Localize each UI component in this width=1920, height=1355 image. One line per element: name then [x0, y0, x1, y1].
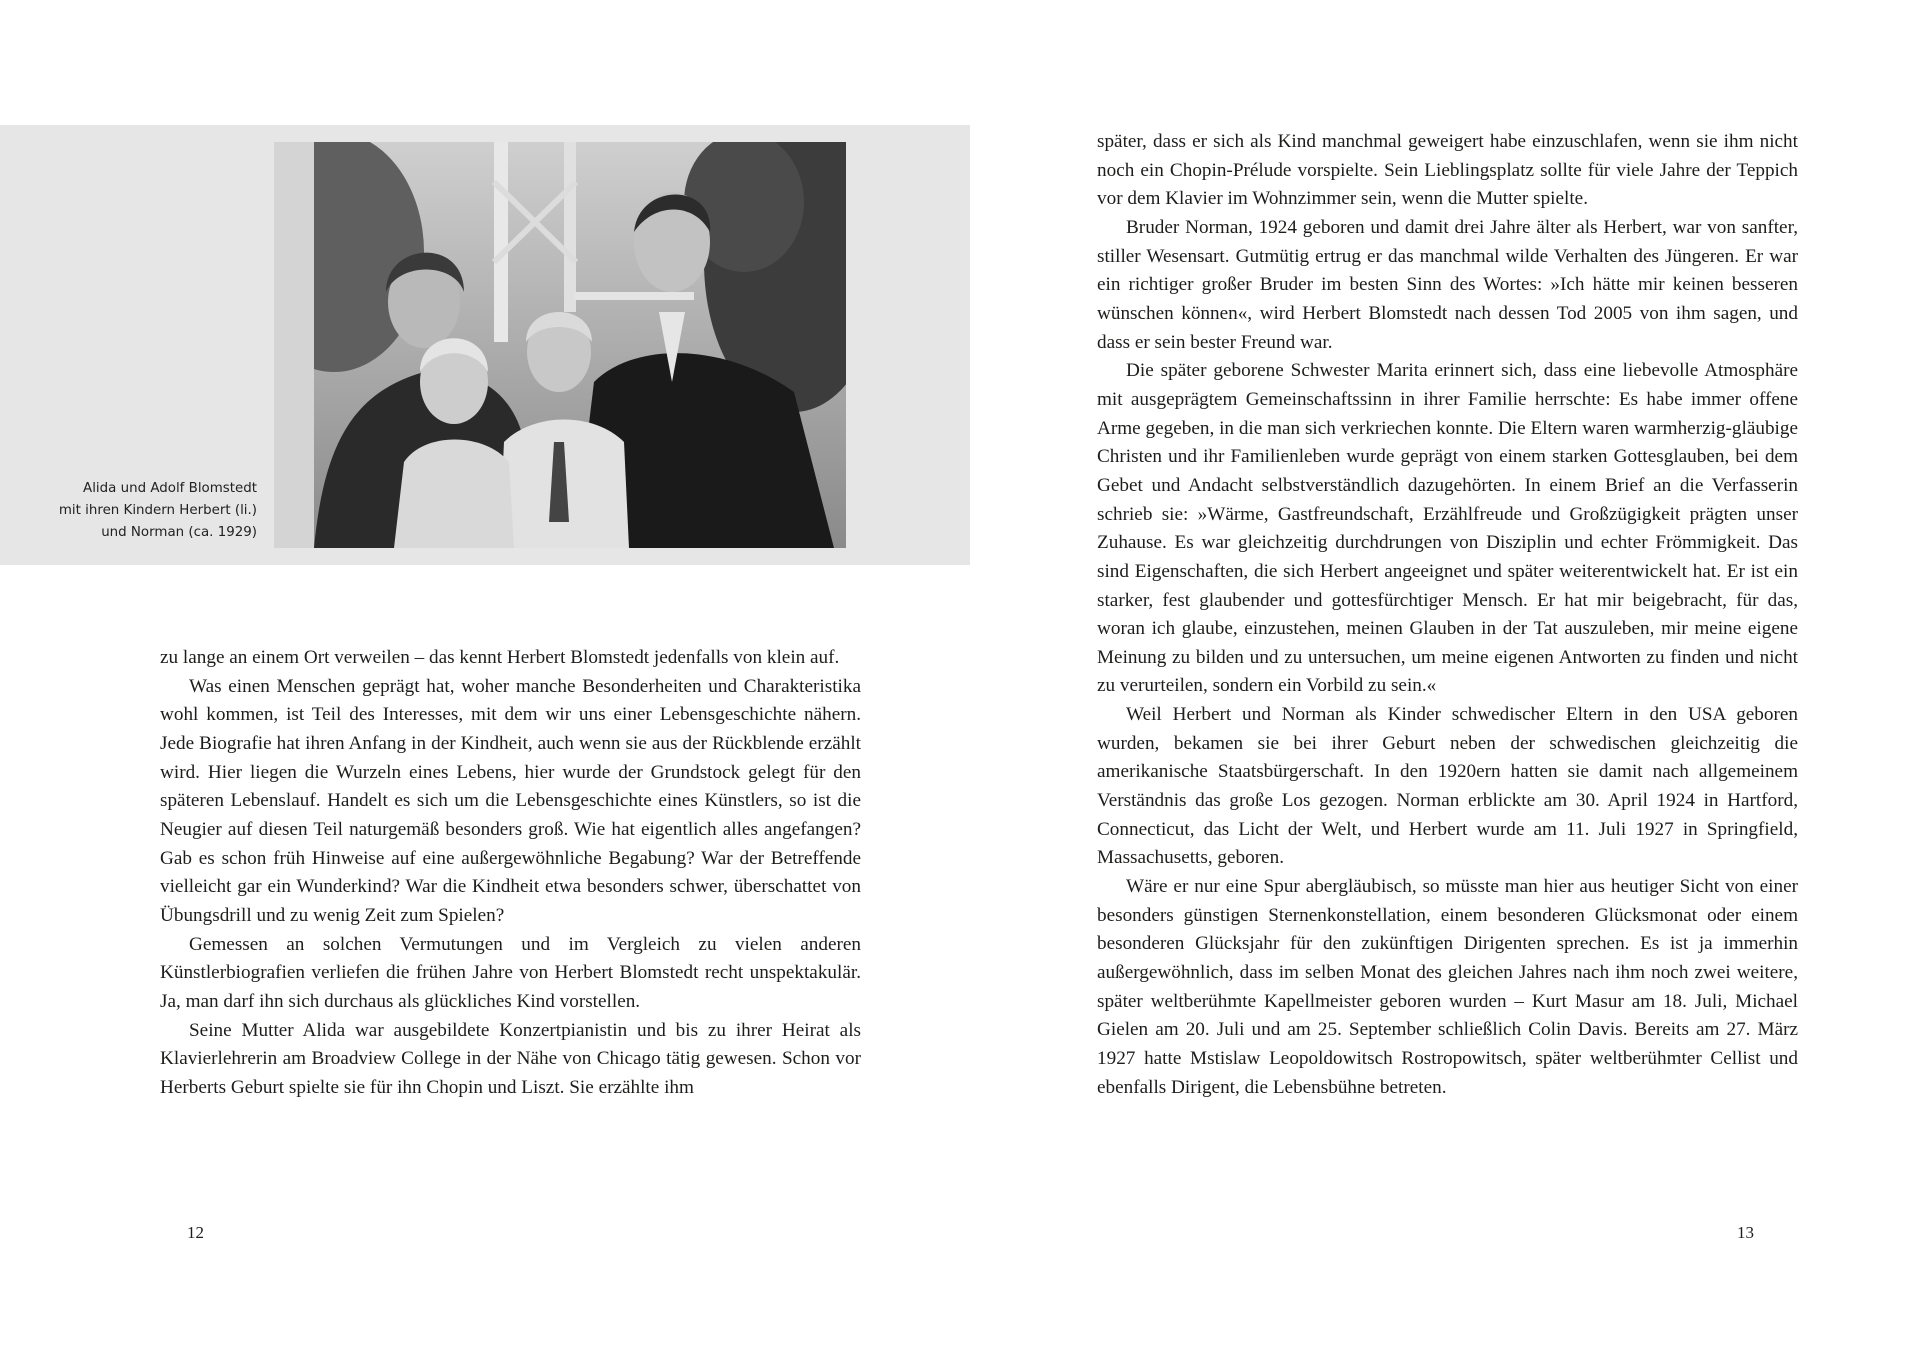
paragraph: Was einen Menschen geprägt hat, woher manche Besonderheiten und Charakteristika wohl kommen, ist Teil des Interesses, mit dem wir uns einer Lebensgeschichte nähern. Jede Biografie hat ihren Anfang in der Kindheit, auch wenn sie aus der Rückblende erzählt wird. Hier liegen die Wurzeln eines Lebens, hier wurde der Grundstock gelegt für den späteren Lebenslauf. Handelt es sich um die Lebensgeschichte eines Künstlers, so ist die Neugier auf diesen Teil naturgemäß besonders groß. Wie hat eigentlich alles angefangen? Gab es schon früh Hinweise auf eine außergewöhnliche Begabung? War der Betreffende vielleicht gar ein Wunderkind? War die Kindheit etwa besonders schwer, überschattet von Übungsdrill und zu wenig Zeit zum Spielen?: [160, 675, 861, 926]
paragraph: Bruder Norman, 1924 geboren und damit drei Jahre älter als Herbert, war von sanfter, stiller Wesensart. Gutmütig ertrug er das manchmal wilde Verhalten des Jüngeren. Er war ein richtiger großer Bruder im besten Sinn des Wortes: »Ich hätte mir keinen besseren wünschen können«, wird Herbert Blomstedt nach dessen Tod 2005 von ihm sagen, und dass er sein bester Freund war.: [1097, 216, 1798, 353]
paragraph: Wäre er nur eine Spur abergläubisch, so müsste man hier aus heutiger Sicht von einer besonders günstigen Sternenkonstellation, einem besonderen Glücksmonat oder einem besonderen Glücksjahr für den zukünftigen Dirigenten sprechen. Es ist ja immerhin außergewöhnlich, dass im selben Monat des gleichen Jahres nach ihm noch zwei weitere, später weltberühmte Kapellmeister geboren wurden – Kurt Masur am 18. Juli, Michael Gielen am 20. Juli und am 25. September schließlich Colin Davis. Bereits am 27. März 1927 hatte Mstislaw Leopoldowitsch Rostropowitsch, später weltberühmter Cellist und ebenfalls Dirigent, die Lebensbühne betreten.: [1097, 876, 1798, 1098]
left-page-text: [160, 644, 861, 1103]
family-photo: [274, 142, 846, 548]
paragraph: zu lange an einem Ort verweilen – das kennt Herbert Blomstedt jedenfalls von klein auf.: [160, 647, 840, 668]
page-number-left: 12: [187, 1223, 204, 1242]
photo-caption: [20, 478, 257, 544]
caption-line: mit ihren Kindern Herbert (li.): [58, 503, 257, 518]
paragraph: Die später geborene Schwester Marita erinnert sich, dass eine liebevolle Atmosphäre mit ausgeprägtem Gemeinschaftssinn in ihrer Familie herrschte: Es habe immer offene Arme gegeben, in die man sich verkriechen konnte. Die Eltern waren warmherzig-gläubige Christen und ihr Familienleben wurde geprägt von einem starken Gottesglauben, bei dem Gebet und Andacht selbstverständlich dazugehörten. In einem Brief an die Verfasserin schrieb sie: »Wärme, Gastfreundschaft, Erzählfreude und Großzügigkeit prägten unser Zuhause. Es war gleichzeitig durchdrungen von Disziplin und echter Frömmigkeit. Das sind Eigenschaften, die sich Herbert angeeignet und später weiterentwickelt hat. Er ist ein starker, fest glaubender und gottesfürchtiger Mensch. Er hat mir beigebracht, für das, woran ich glaube, einzustehen, meinen Glauben in der Tat auszuleben, mir meine eigene Meinung zu bilden und zu untersuchen, um meine eigenen Antworten zu finden und nicht zu verurteilen, sondern ein Vorbild zu sein.«: [1097, 360, 1798, 697]
right-page-text: [1097, 128, 1798, 1102]
paragraph: Weil Herbert und Norman als Kinder schwedischer Eltern in den USA geboren wurden, bekamen sie bei ihrer Geburt neben der schwedischen gleichzeitig die amerikanische Staatsbürgerschaft. In den 1920ern hatten sie damit nach allgemeinem Verständnis das große Los gezogen. Norman erblickte am 30. April 1924 in Hartford, Connecticut, das Licht der Welt, und Herbert wurde am 11. Juli 1927 in Springfield, Massachusetts, geboren.: [1097, 704, 1798, 869]
paragraph: Seine Mutter Alida war ausgebildete Konzertpianistin und bis zu ihrer Heirat als Klavierlehrerin am Broadview College in der Nähe von Chicago tätig gewesen. Schon vor Herberts Geburt spielte sie für ihn Chopin und Liszt. Sie erzählte ihm: [160, 1019, 861, 1098]
paragraph: später, dass er sich als Kind manchmal geweigert habe einzuschlafen, wenn sie ihm nicht noch ein Chopin-Prélude vorspielte. Sein Lieblingsplatz sollte für viele Jahre der Teppich vor dem Klavier im Wohnzimmer sein, wenn die Mutter spielte.: [1097, 131, 1798, 210]
family-photo-image: [274, 142, 846, 548]
paragraph: Gemessen an solchen Vermutungen und im Vergleich zu vielen anderen Künstlerbiografien verliefen die frühen Jahre von Herbert Blomstedt recht unspektakulär. Ja, man darf ihn sich durchaus als glückliches Kind vorstellen.: [160, 933, 861, 1012]
caption-line: Alida und Adolf Blomstedt: [83, 481, 257, 496]
page-number-right: 13: [1737, 1223, 1754, 1242]
caption-line: und Norman (ca. 1929): [101, 525, 257, 540]
